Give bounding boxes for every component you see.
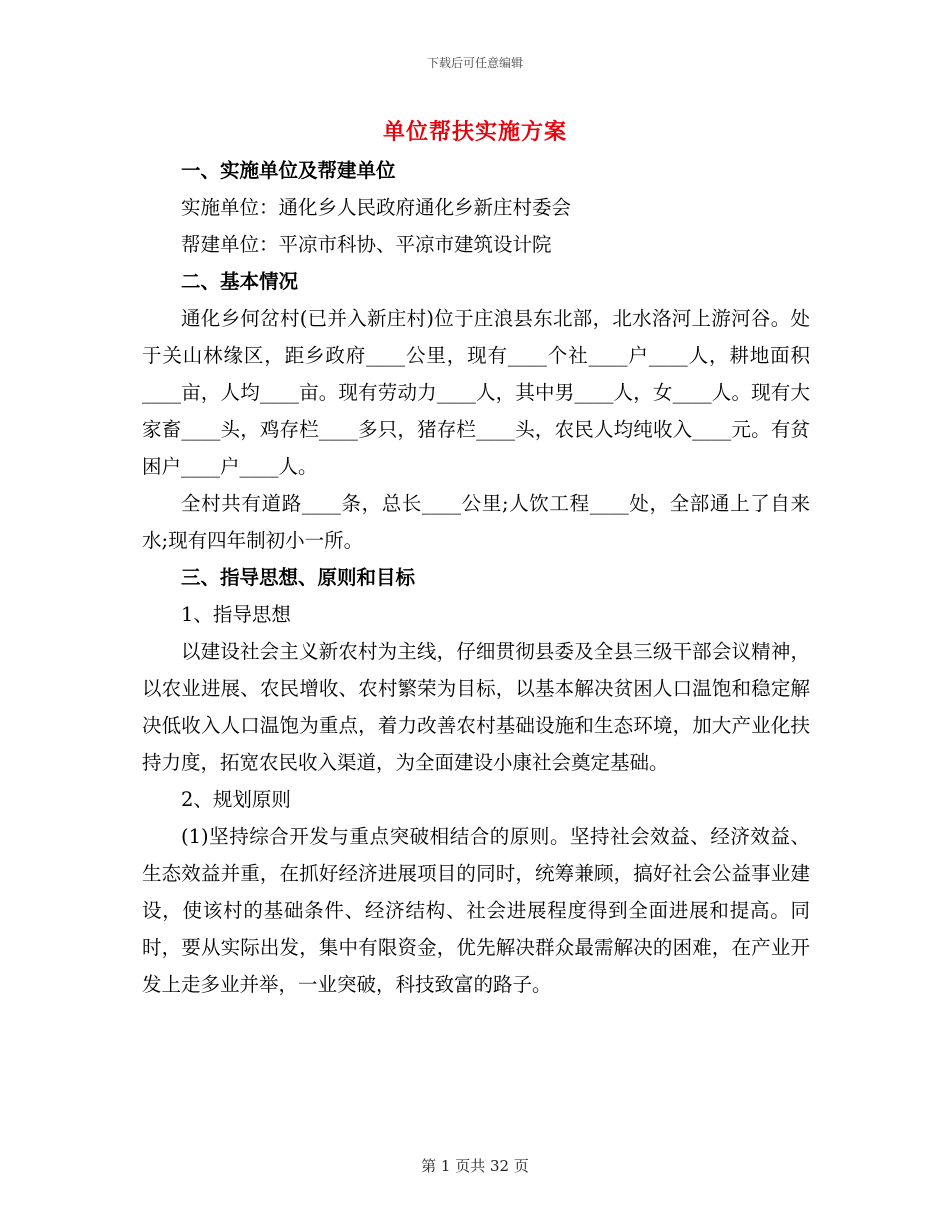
planning-principle-heading: 2、规划原则 [181,788,291,811]
implementing-unit-line: 实施单位：通化乡人民政府通化乡新庄村委会 [181,196,572,219]
header-note: 下载后可任意编辑 [426,56,523,70]
section-2-heading: 二、基本情况 [181,270,299,293]
infrastructure-paragraph: 全村共有道路____条，总长____公里;人饮工程____处，全部通上了自来水;现有四年制初小一所。 [142,492,810,552]
document-body [142,152,810,1003]
planning-principle-paragraph: (1)坚持综合开发与重点突破相结合的原则。坚持社会效益、经济效益、生态效益并重，在抓好经济进展项目的同时，统筹兼顾，搞好社会公益事业建设，使该村的基础条件、经济结构、社会进展程度得到全面进展和提高。同时，要从实际出发，集中有限资金，优先解决群众最需解决的困难，在产业开发上走多业并举，一业突破，科技致富的路子。 [142,825,810,996]
guiding-thought-paragraph: 以建设社会主义新农村为主线，仔细贯彻县委及全县三级干部会议精神，以农业进展、农民增收、农村繁荣为目标，以基本解决贫困人口温饱和稳定解决低收入人口温饱为重点，着力改善农村基础设施和生态环境，加大产业化扶持力度，拓宽农民收入渠道，为全面建设小康社会奠定基础。 [142,640,810,774]
guiding-thought-heading: 1、指导思想 [181,603,291,626]
page-footer: 第 1 页共 32 页 [421,1157,529,1175]
section-1-heading: 一、实施单位及帮建单位 [181,159,396,182]
document-title: 单位帮扶实施方案 [382,119,567,145]
basic-situation-paragraph: 通化乡何岔村(已并入新庄村)位于庄浪县东北部，北水洛河上游河谷。处于关山林缘区，距乡政府____公里，现有____个社____户____人，耕地面积____亩，人均____亩。现有劳动力____人，其中男____人，女____人。现有大家畜____头，鸡存栏____多只，猪存栏____头，农民人均纯收入____元。有贫困户____户____人。 [142,307,810,478]
assisting-unit-line: 帮建单位：平凉市科协、平凉市建筑设计院 [181,233,552,256]
section-3-heading: 三、指导思想、原则和目标 [181,566,416,589]
